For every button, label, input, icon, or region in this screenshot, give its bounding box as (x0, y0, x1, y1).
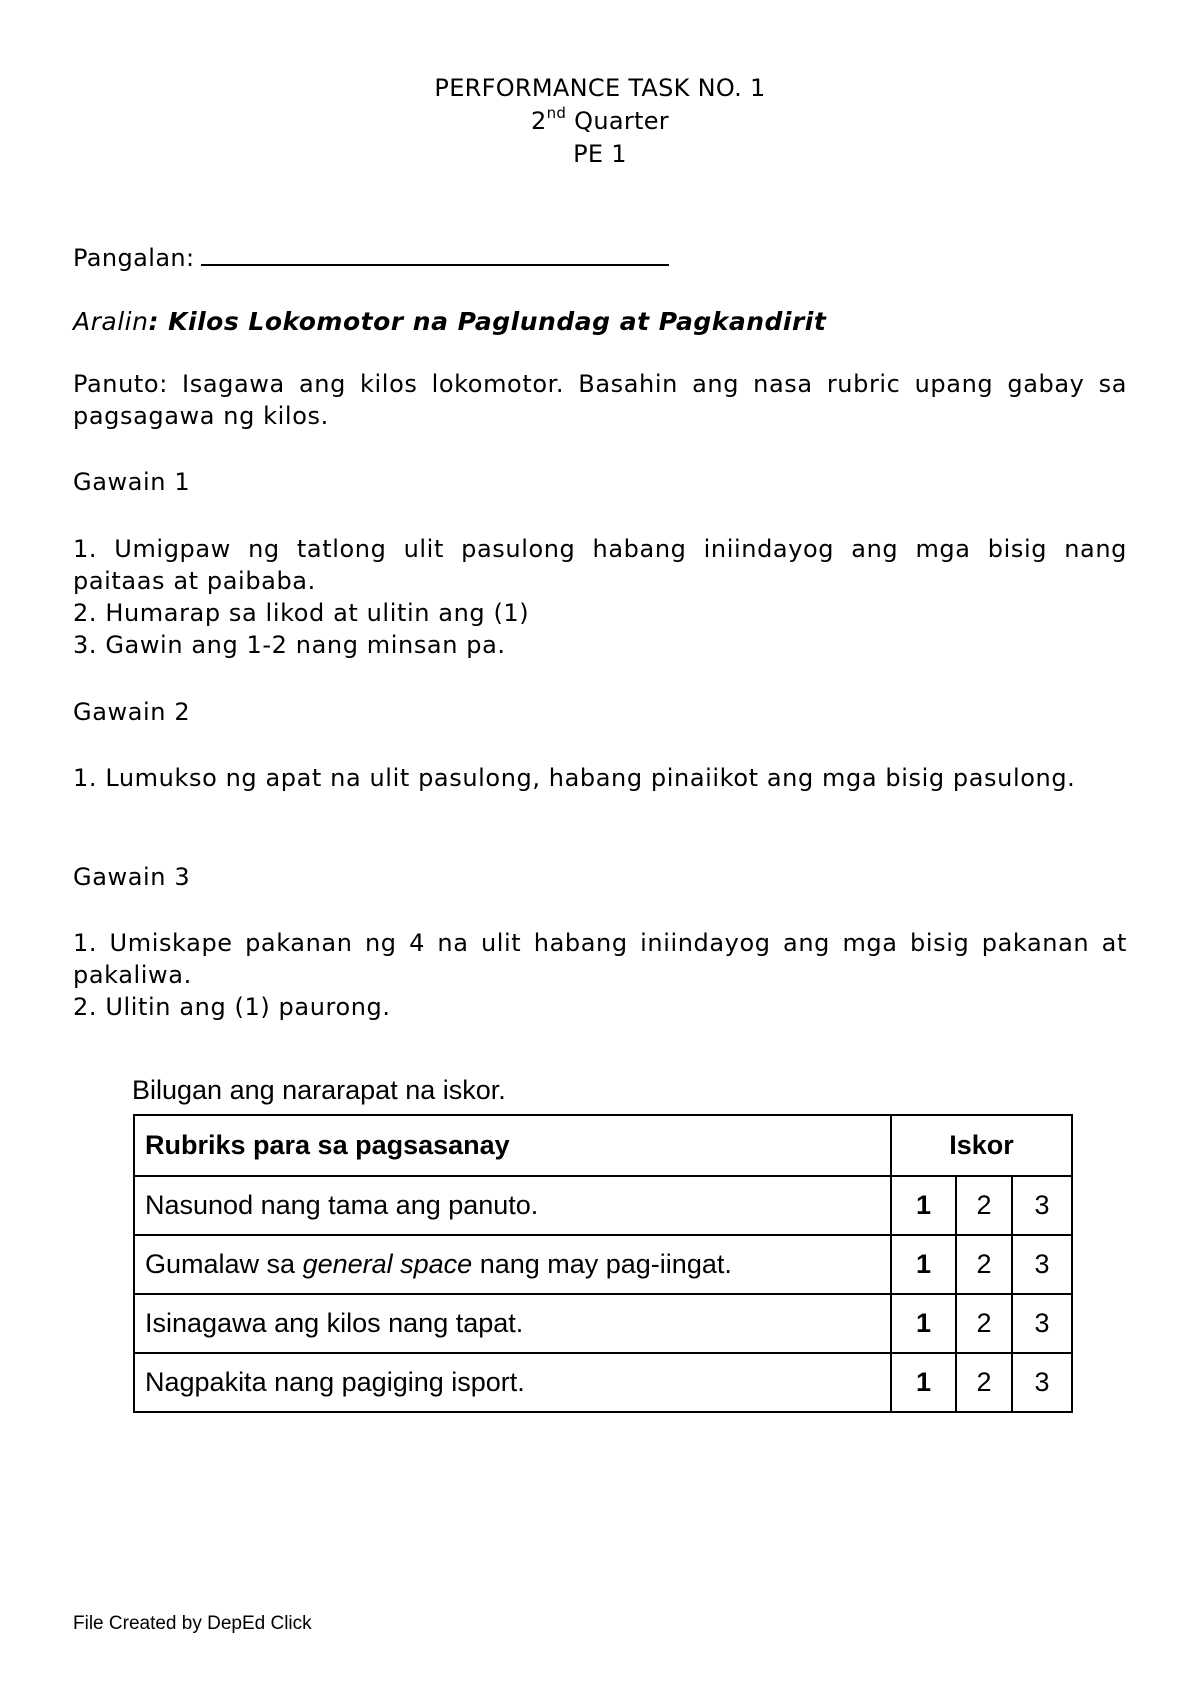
task-1-step-2: 2. Humarap sa likod at ulitin ang (1) (73, 599, 530, 627)
score-option[interactable]: 3 (1012, 1294, 1072, 1353)
name-blank-line[interactable] (201, 240, 669, 266)
lesson-label: Aralin (73, 307, 149, 336)
table-row (134, 1235, 1072, 1294)
task-title: PERFORMANCE TASK NO. 1 (434, 74, 766, 102)
name-label: Pangalan: (73, 244, 195, 272)
lesson-name: : Kilos Lokomotor na Paglundag at Pagkandirit (148, 307, 827, 336)
rubric-header-row (134, 1115, 1072, 1176)
rubric-criterion: Gumalaw sa general space nang may pag-iingat. (134, 1235, 891, 1294)
score-option[interactable]: 3 (1012, 1176, 1072, 1235)
task-3-step-1: 1. Umiskape pakanan ng 4 na ulit habang iniindayog ang mga bisig pakanan at pakaliwa. (73, 929, 1127, 989)
subject-line: PE 1 (573, 140, 627, 168)
table-row (134, 1294, 1072, 1353)
score-option[interactable]: 3 (1012, 1235, 1072, 1294)
document-header (0, 72, 1200, 171)
score-option[interactable]: 3 (1012, 1353, 1072, 1412)
footer-credit: File Created by DepEd Click (73, 1613, 312, 1634)
task-1-step-1: 1. Umigpaw ng tatlong ulit pasulong habang iniindayog ang mga bisig nang paitaas at paibaba. (73, 535, 1127, 595)
score-option[interactable]: 1 (891, 1353, 956, 1412)
task-3-heading: Gawain 3 (73, 863, 191, 891)
table-row (134, 1176, 1072, 1235)
task-1-heading: Gawain 1 (73, 468, 191, 496)
task-2-step-1: 1. Lumukso ng apat na ulit pasulong, habang pinaiikot ang mga bisig pasulong. (73, 764, 1076, 792)
score-option[interactable]: 2 (956, 1294, 1012, 1353)
quarter-line: 2nd Quarter (531, 104, 669, 135)
score-option[interactable]: 1 (891, 1294, 956, 1353)
rubric-table (133, 1114, 1073, 1413)
rubric-criterion: Nagpakita nang pagiging isport. (134, 1353, 891, 1412)
rubric-criterion: Nasunod nang tama ang panuto. (134, 1176, 891, 1235)
task-2-heading: Gawain 2 (73, 698, 191, 726)
instructions: Panuto: Isagawa ang kilos lokomotor. Basahin ang nasa rubric upang gabay sa pagsagawa ng kilos. (73, 370, 1127, 430)
name-field (73, 240, 669, 274)
rubric-score-header: Iskor (891, 1115, 1072, 1176)
score-option[interactable]: 2 (956, 1176, 1012, 1235)
table-row (134, 1353, 1072, 1412)
task-3-step-2: 2. Ulitin ang (1) paurong. (73, 993, 391, 1021)
rubric-caption: Bilugan ang nararapat na iskor. (132, 1075, 506, 1105)
rubric-criterion: Isinagawa ang kilos nang tapat. (134, 1294, 891, 1353)
rubric-criteria-header: Rubriks para sa pagsasanay (134, 1115, 891, 1176)
lesson-title (73, 305, 826, 339)
score-option[interactable]: 1 (891, 1176, 956, 1235)
score-option[interactable]: 1 (891, 1235, 956, 1294)
score-option[interactable]: 2 (956, 1235, 1012, 1294)
task-1-step-3: 3. Gawin ang 1-2 nang minsan pa. (73, 631, 506, 659)
score-option[interactable]: 2 (956, 1353, 1012, 1412)
